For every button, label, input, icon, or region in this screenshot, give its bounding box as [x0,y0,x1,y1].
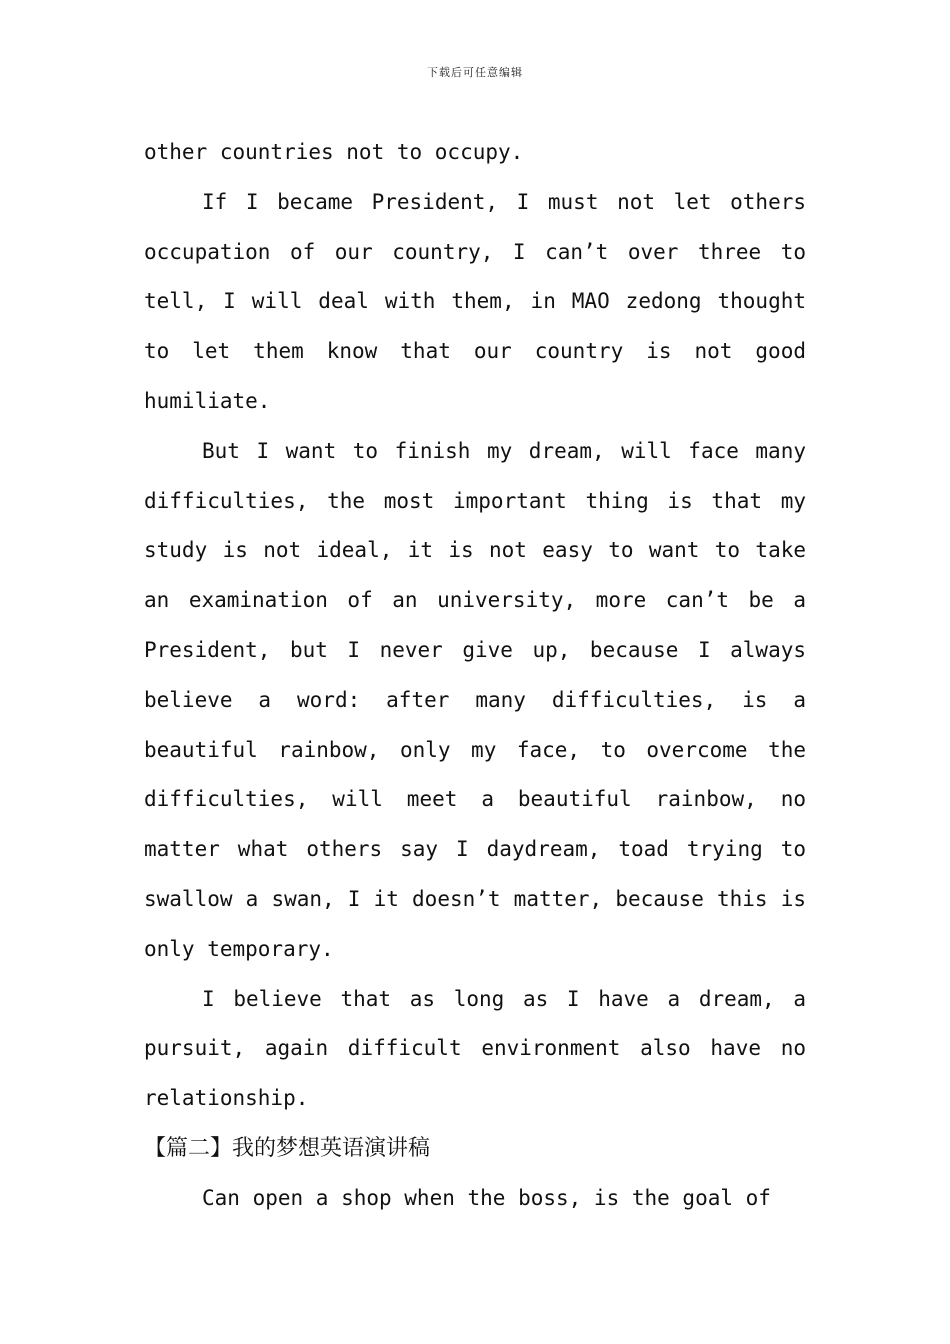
paragraph-president: If I became President, I must not let others occupation of our country, I can’t over three to tell, I will deal with them, in MAO zedong thought to let them know that our country is not good humiliate. [144,189,806,413]
paragraph-continuation: other countries not to occupy. [144,140,524,164]
paragraph-shop: Can open a shop when the boss, is the goal of [202,1185,771,1210]
paragraph-believe: I believe that as long as I have a dream, a pursuit, again difficult environment also have no relationship. [144,986,806,1111]
section-heading: 【篇二】我的梦想英语演讲稿 [144,1135,431,1161]
paragraph-difficulties: But I want to finish my dream, will face many difficulties, the most important thing is that my study is not ideal, it is not easy to want to take an examination of an university, more can’t be a President, but I never give up, because I always believe a word: after many difficulties, is a beautiful rainbow, only my face, to overcome the difficulties, will meet a beautiful rainbow, no matter what others say I daydream, toad trying to swallow a swan, I it doesn’t matter, because this is only temporary. [144,438,806,961]
page-header-note: 下载后可任意编辑 [427,66,523,79]
document-body [144,128,806,1224]
